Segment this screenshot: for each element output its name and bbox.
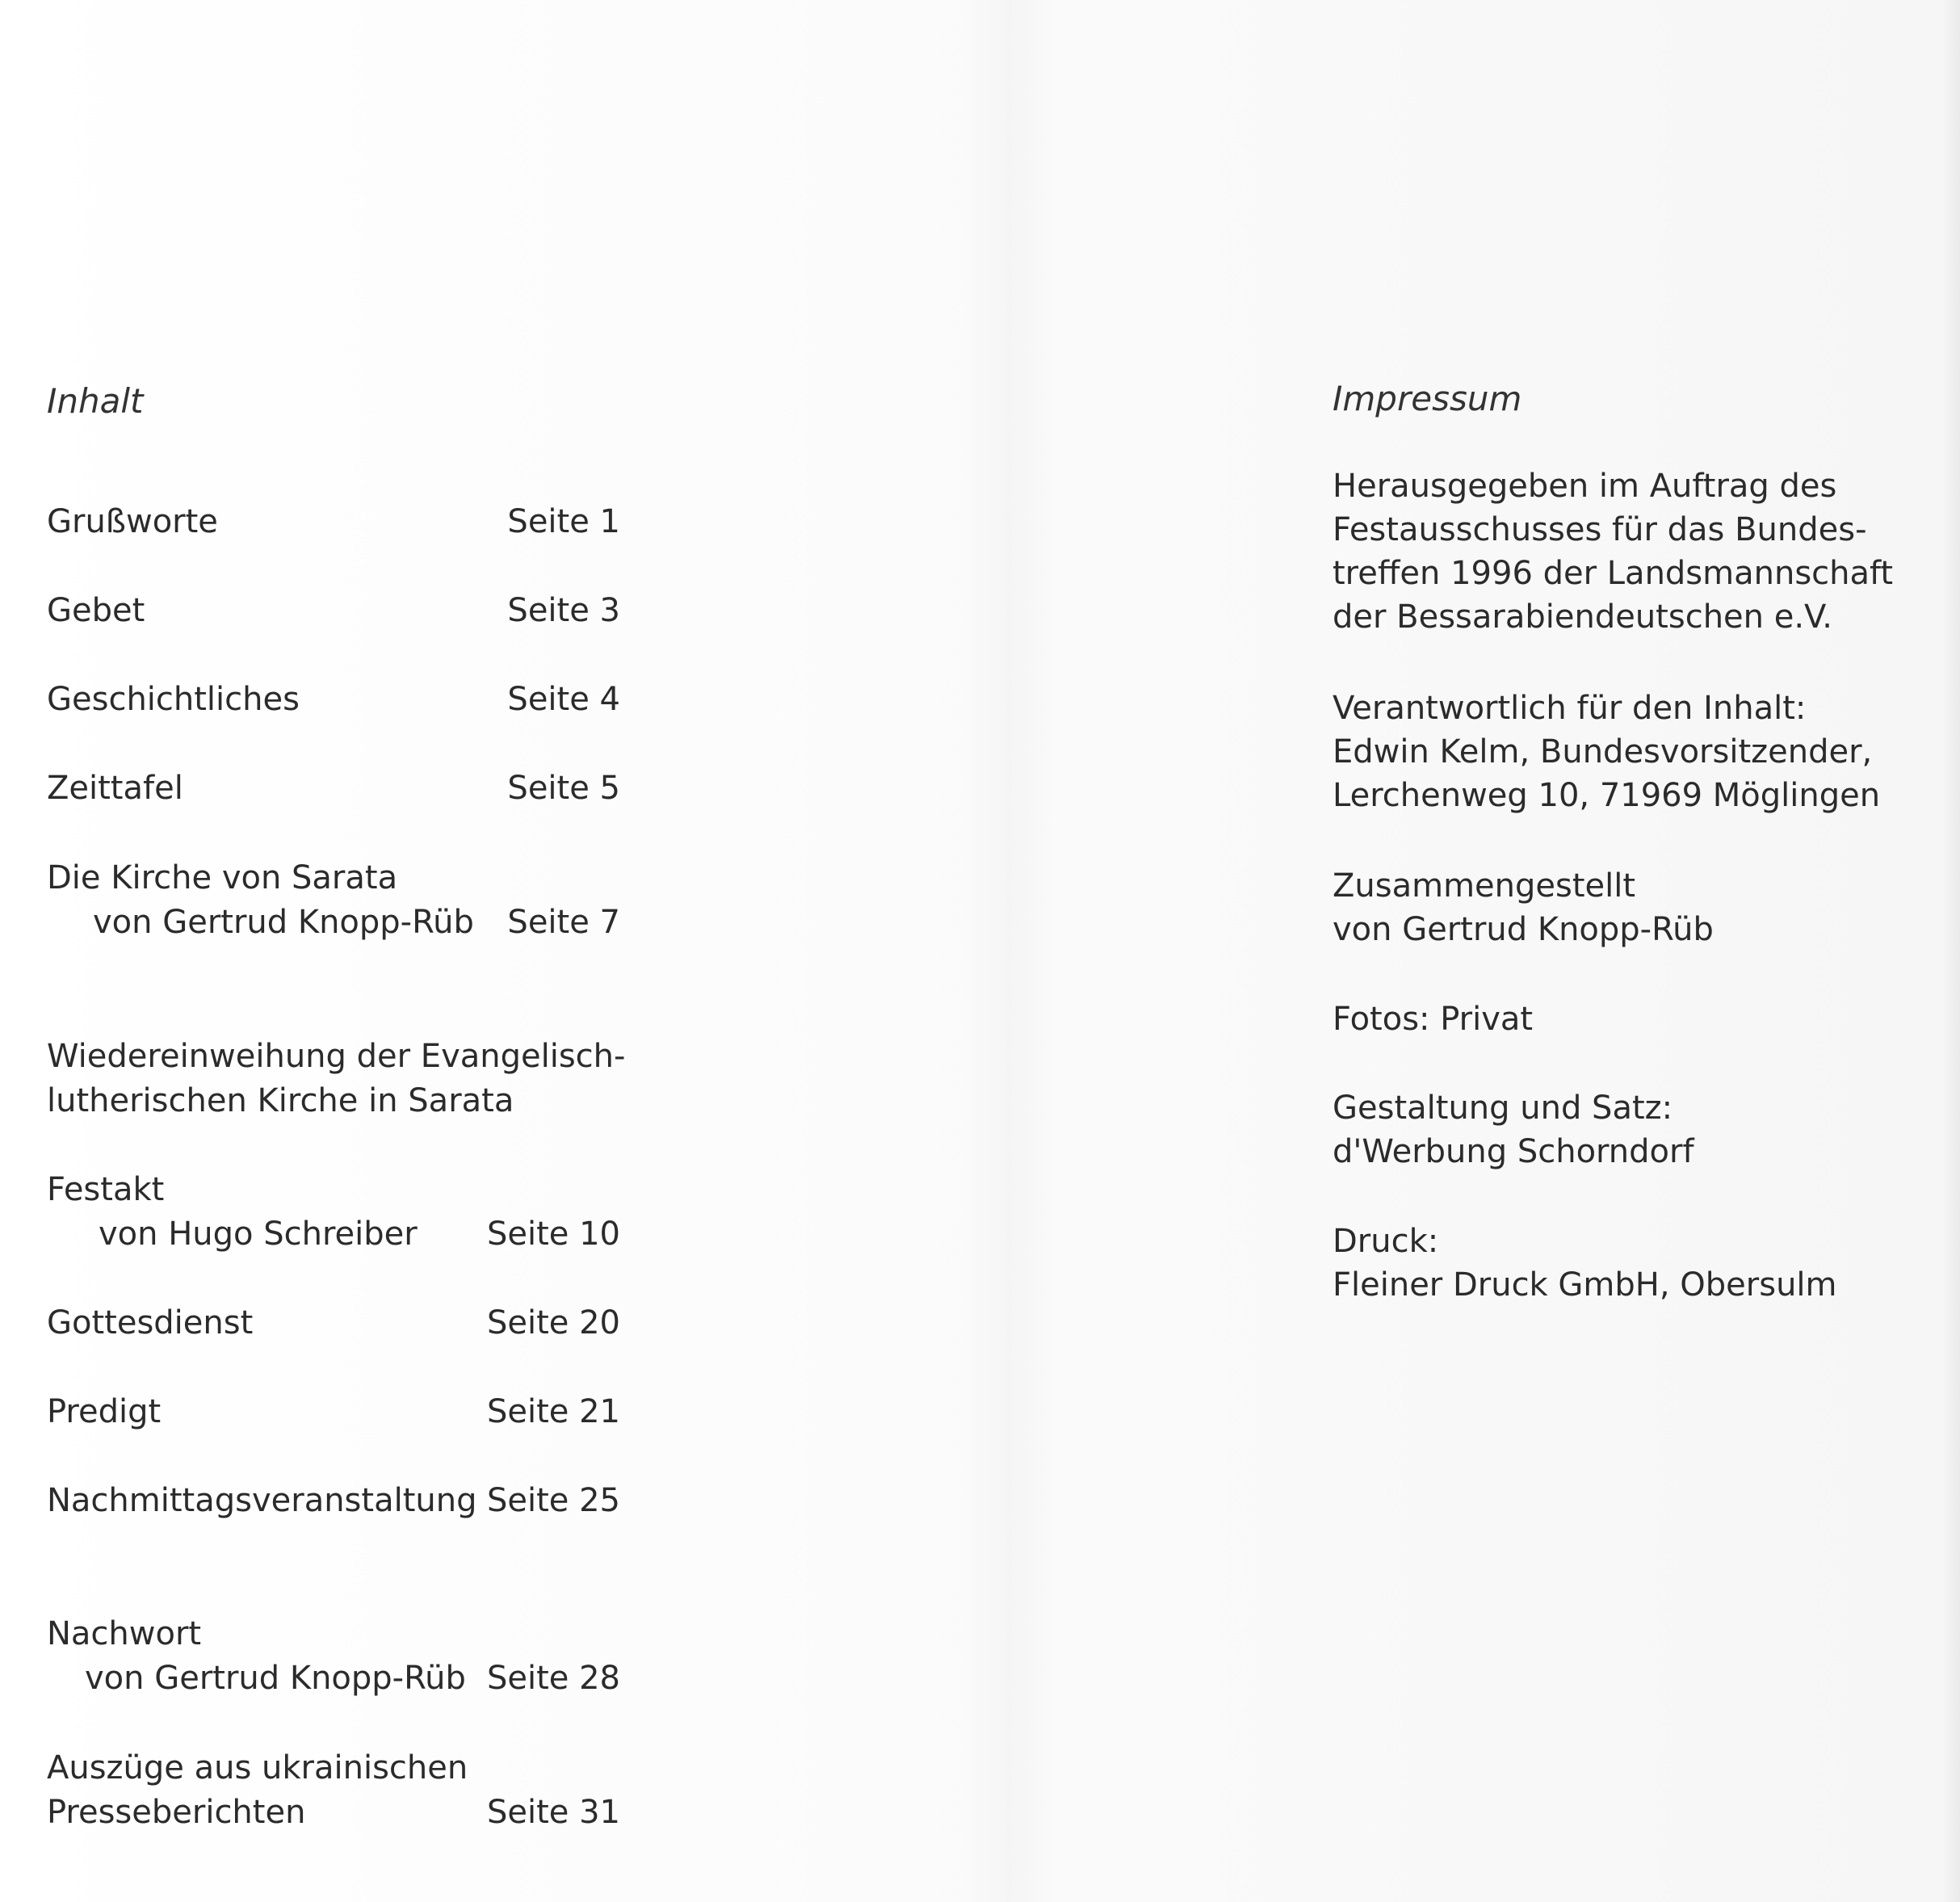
toc-entry-predigt [47, 1390, 620, 1434]
toc-entry-kirche-sarata [47, 856, 620, 900]
toc-entry-title: Nachwort [47, 1615, 202, 1652]
impressum-line: Fleiner Druck GmbH, Obersulm [1333, 1266, 1837, 1304]
toc-entry-page: Seite 1 [507, 503, 620, 540]
toc-entry-title: Die Kirche von Sarata [47, 859, 398, 896]
impressum-responsible [1333, 686, 1880, 817]
impressum-line: Fotos: Privat [1333, 1001, 1534, 1038]
toc-heading: Inhalt [47, 381, 144, 421]
toc-entry-page: Seite 20 [486, 1304, 620, 1341]
toc-entry-presseberichte-line2 [47, 1791, 620, 1834]
page-edge-shadow [1942, 0, 1960, 1902]
toc-entry-title-continued: lutherischen Kirche in Sarata [47, 1082, 514, 1119]
toc-entry-wiedereinweihung-line2 [47, 1079, 620, 1123]
toc-entry-title-continued: Presseberichten [47, 1794, 306, 1831]
impressum-design [1333, 1086, 1694, 1174]
toc-entry-zeittafel [47, 766, 620, 810]
impressum-line: Verantwortlich für den Inhalt: [1333, 690, 1807, 727]
toc-entry-festakt [47, 1168, 620, 1211]
page-fold-shadow [961, 0, 1058, 1902]
toc-entry-title: Predigt [47, 1393, 162, 1430]
toc-entry-nachwort-author-line [47, 1656, 620, 1700]
toc-entry-title: Festakt [47, 1171, 165, 1208]
impressum-line: Edwin Kelm, Bundesvorsitzender, [1333, 733, 1873, 770]
toc-entry-page: Seite 25 [486, 1482, 620, 1519]
toc-entry-page: Seite 5 [507, 770, 620, 807]
impressum-print [1333, 1220, 1837, 1307]
toc-entry-title: Wiedereinweihung der Evangelisch- [47, 1038, 626, 1075]
impressum-line: Gestaltung und Satz: [1333, 1090, 1673, 1127]
impressum-publisher [1333, 464, 1893, 639]
toc-entry-page: Seite 10 [486, 1216, 620, 1253]
toc-entry-grussworte [47, 500, 620, 544]
toc-entry-title: Gottesdienst [47, 1304, 254, 1341]
toc-entry-page: Seite 4 [507, 681, 620, 718]
toc-entry-wiedereinweihung [47, 1035, 626, 1078]
impressum-line: d'Werbung Schorndorf [1333, 1133, 1694, 1170]
toc-entry-title: Grußworte [47, 503, 218, 540]
toc-entry-author: von Gertrud Knopp-Rüb [93, 904, 474, 941]
toc-entry-page: Seite 31 [486, 1794, 620, 1831]
impressum-compiled-by [1333, 864, 1714, 951]
impressum-line: Herausgegeben im Auftrag des [1333, 468, 1837, 505]
impressum-line: Druck: [1333, 1223, 1439, 1260]
toc-entry-geschichtliches [47, 678, 620, 721]
toc-entry-title: Gebet [47, 592, 145, 629]
toc-entry-title: Zeittafel [47, 770, 183, 807]
toc-entry-kirche-sarata-author-line [47, 901, 620, 944]
impressum-line: Zusammengestellt [1333, 867, 1636, 905]
toc-entry-page: Seite 7 [507, 904, 620, 941]
toc-entry-title: Nachmittagsveranstaltung [47, 1482, 477, 1519]
toc-entry-nachwort [47, 1612, 620, 1656]
toc-entry-page: Seite 3 [507, 592, 620, 629]
impressum-line: treffen 1996 der Landsmannschaft [1333, 555, 1894, 592]
impressum-line: der Bessarabiendeutschen e.V. [1333, 598, 1832, 636]
impressum-line: von Gertrud Knopp-Rüb [1333, 911, 1714, 948]
toc-entry-gottesdienst [47, 1301, 620, 1345]
impressum-line: Festausschusses für das Bundes- [1333, 511, 1867, 548]
toc-entry-page: Seite 28 [486, 1660, 620, 1697]
toc-entry-author: von Hugo Schreiber [99, 1216, 418, 1253]
toc-entry-title: Auszüge aus ukrainischen [47, 1749, 468, 1787]
toc-entry-page: Seite 21 [486, 1393, 620, 1430]
toc-entry-author: von Gertrud Knopp-Rüb [85, 1660, 466, 1697]
toc-entry-title: Geschichtliches [47, 681, 300, 718]
impressum-photos [1333, 997, 1533, 1041]
toc-entry-presseberichte [47, 1746, 620, 1790]
toc-entry-festakt-author-line [47, 1212, 620, 1256]
toc-entry-gebet [47, 589, 620, 632]
toc-entry-nachmittagsveranstaltung [47, 1479, 620, 1522]
impressum-heading: Impressum [1333, 379, 1522, 418]
impressum-line: Lerchenweg 10, 71969 Möglingen [1333, 777, 1881, 814]
